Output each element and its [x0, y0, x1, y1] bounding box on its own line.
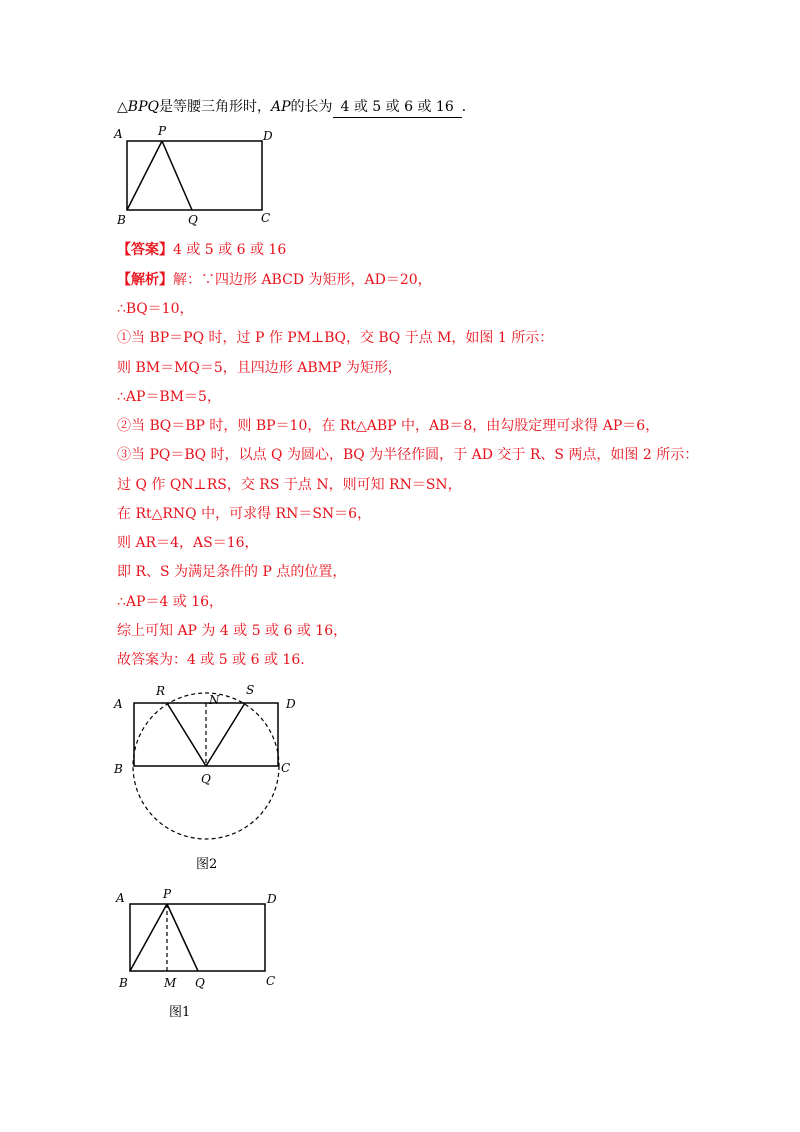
period: ．: [461, 99, 476, 115]
fig1-label-m: M: [164, 976, 177, 990]
label-p: P: [158, 124, 167, 138]
analysis-line-10: 即 R、S 为满足条件的 P 点的位置，: [117, 564, 347, 580]
fig2-label-a: A: [114, 697, 123, 711]
analysis-line-2: ①当 BP＝PQ 时，过 P 作 PM⊥BQ，交 BQ 于点 M，如图 1 所示：: [117, 330, 554, 346]
problem-text: 是等腰三角形时，: [158, 99, 271, 115]
fig2-label-c: C: [281, 761, 291, 775]
rect-abcd-fig1: [130, 904, 265, 971]
fig1-label-d: D: [267, 892, 277, 906]
fig2-label-s: S: [246, 683, 255, 697]
label-c: C: [261, 211, 271, 225]
analysis-line-6: ③当 PQ＝BQ 时，以点 Q 为圆心，BQ 为半径作圆，于 AD 交于 R、S 两点，如图 2 所示：: [117, 447, 699, 463]
analysis-line-1: ∴BQ＝10，: [117, 301, 194, 317]
label-q: Q: [188, 213, 198, 227]
analysis-tag: 【解析】: [117, 272, 173, 288]
answer-blank: 4 或 5 或 6 或 16: [333, 97, 462, 118]
segment-bp: [127, 141, 162, 210]
fig2-label-b: B: [114, 762, 123, 776]
fig2-label-n: N: [209, 693, 220, 707]
fig1-caption: 图1: [169, 1005, 191, 1020]
label-d: D: [263, 129, 273, 143]
answer-line: [117, 240, 286, 260]
fig1-segment-bp: [130, 904, 167, 971]
triangle-symbol: △: [117, 99, 128, 115]
fig2-caption: 图2: [196, 857, 218, 872]
analysis-line-0: [117, 270, 432, 290]
fig1-label-c: C: [266, 974, 276, 988]
problem-text-2: 的长为: [290, 99, 333, 115]
analysis-line-4: ∴AP＝BM＝5，: [117, 389, 221, 405]
triangle-name: BPQ: [127, 99, 159, 115]
fig1-label-q: Q: [195, 976, 205, 990]
analysis-line-3: 则 BM＝MQ＝5，且四边形 ABMP 为矩形，: [117, 360, 402, 376]
fig1-segment-pq: [167, 904, 198, 971]
fig2-label-d: D: [286, 697, 296, 711]
figure-1: [112, 885, 312, 1025]
analysis-line-12: 综上可知 AP 为 4 或 5 或 6 或 16，: [117, 623, 348, 639]
figure-2: [110, 680, 310, 880]
fig1-label-a: A: [116, 891, 125, 905]
label-b: B: [117, 213, 126, 227]
analysis-line-8: 在 Rt△RNQ 中，可求得 RN＝SN＝6，: [117, 506, 372, 522]
problem-statement: [117, 97, 476, 117]
segment-sq: [206, 703, 245, 766]
label-a: A: [114, 127, 123, 141]
analysis-line-9: 则 AR＝4，AS＝16，: [117, 535, 259, 551]
answer-tag: 【答案】: [117, 242, 173, 258]
rect-abcd: [127, 141, 262, 210]
analysis-text: 解：∵四边形 ABCD 为矩形，AD＝20，: [173, 272, 432, 288]
segment-rq: [167, 703, 206, 766]
segment-pq: [162, 141, 192, 210]
answer-value: 4 或 5 或 6 或 16: [173, 242, 287, 258]
analysis-line-13: 故答案为：4 或 5 或 6 或 16.: [117, 652, 305, 668]
fig2-label-r: R: [156, 684, 166, 698]
analysis-line-5: ②当 BQ＝BP 时，则 BP＝10，在 Rt△ABP 中，AB＝8，由勾股定理可求得 AP＝6，: [117, 418, 660, 434]
fig1-label-b: B: [119, 976, 128, 990]
fig2-label-q: Q: [201, 772, 211, 786]
segment-ap: AP: [270, 99, 291, 115]
analysis-line-7: 过 Q 作 QN⊥RS，交 RS 于点 N，则可知 RN＝SN，: [117, 477, 462, 493]
analysis-line-11: ∴AP＝4 或 16，: [117, 594, 224, 610]
fig1-label-p: P: [163, 887, 172, 901]
figure-top: [112, 124, 282, 234]
